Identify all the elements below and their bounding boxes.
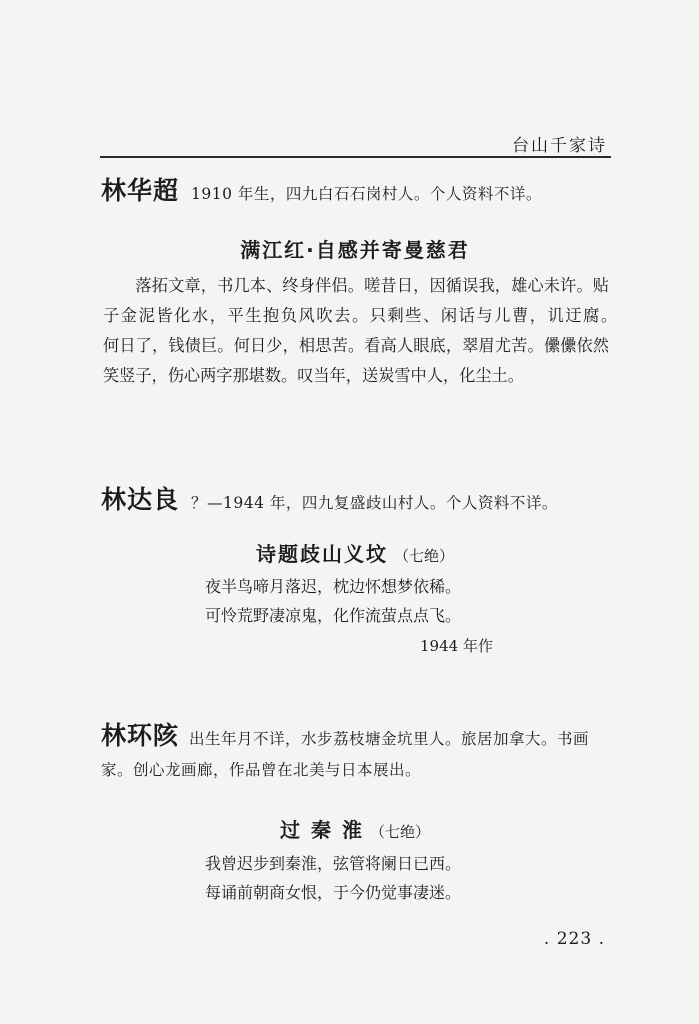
poet-bio: 1910 年生，四九白石石岗村人。个人资料不详。 [191,185,542,203]
verse-line: 我曾迟步到秦淮，弦管将阑日已西。 [205,854,462,873]
poem-title-2 [100,538,610,567]
page-number: . 223 . [543,929,605,949]
poem-title-text: 满江红·自感并寄曼慈君 [240,238,470,262]
poem-body-1 [103,271,642,391]
entry-header-3 [101,722,611,786]
poet-name: 林华超 [101,176,180,205]
poem-title-text: 过 秦 淮 [280,818,364,842]
verse-line: 可怜荒野凄凉鬼，化作流萤点点飞。 [205,606,462,625]
running-header-title: 台山千家诗 [512,136,607,156]
poem-title-1 [100,234,610,263]
poet-name: 林达良 [101,485,180,514]
poem-title-3 [100,814,610,843]
poet-bio: 出生年月不详，水步荔枝塘金坑里人。旅居加拿大。书画家。创心龙画廊，作品曾在北美与日本展出。 [101,730,590,779]
poet-name: 林环陔 [101,721,180,750]
poem-form: （七绝） [393,547,454,565]
poem-form: （七绝） [369,823,430,841]
entry-header-2 [101,480,611,516]
poem-prose: 落拓文章，书几本、终身伴侣。嗟昔日，因循误我，雄心未许。贴子金泥皆化水，平生抱负风吹去。只剩些、闲话与儿曹，讥迂腐。 何日了，钱债巨。何日少，相思苦。看高人眼底，翠眉尤苦。儽儽依然笑竖子，伤心两字那堪数。叹当年，送炭雪中人，化尘土。 [103,276,642,385]
poet-bio: ？—1944 年，四九复盛歧山村人。个人资料不详。 [191,494,558,512]
header-rule [100,156,611,158]
poem-title-text: 诗题歧山义坟 [255,542,388,566]
verse-line: 每诵前朝商女恨，于今仍觉事凄迷。 [205,883,462,902]
poem-date: 1944 年作 [420,637,493,655]
poem-verse-2 [205,572,535,630]
poet-bio-block [101,720,611,786]
poem-verse-3 [205,849,535,907]
entry-header-1 [101,171,611,207]
verse-line: 夜半鸟啼月落迟，枕边怀想梦依稀。 [205,577,462,596]
